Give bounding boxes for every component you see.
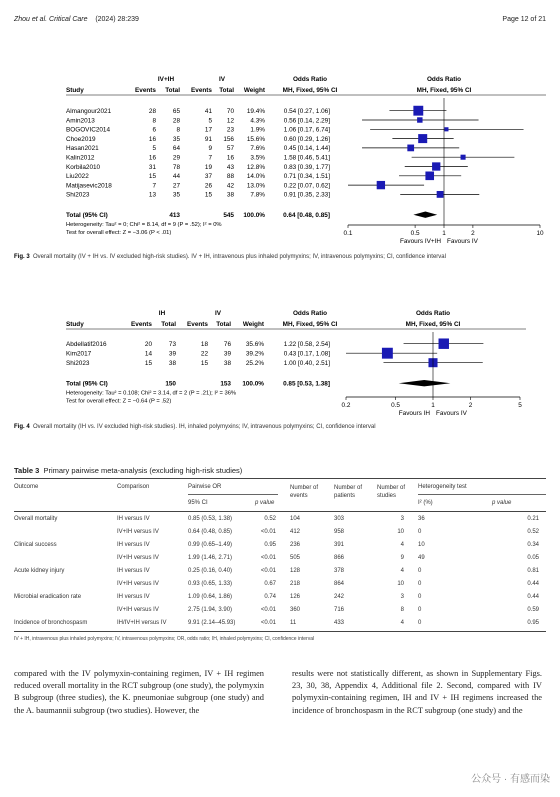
- total-1: 65: [172, 108, 180, 115]
- events-2: 37: [204, 173, 212, 181]
- header-or-method: MH, Fixed, 95% CI: [282, 321, 338, 328]
- total-n-1: 150: [165, 380, 176, 388]
- table-row: [14, 527, 546, 540]
- table-cell-ci: 1.99 (1.46, 2.71): [188, 555, 233, 561]
- header-weight: Weight: [243, 87, 265, 94]
- events-2: 15: [204, 191, 212, 199]
- table-cell-hp: 0.21: [527, 516, 539, 522]
- study-name: Shi2023: [66, 191, 90, 199]
- table-cell-outcome: Overall mortality: [14, 516, 58, 522]
- study-name: Choe2019: [66, 135, 96, 143]
- table-cell-outcome: Clinical success: [14, 542, 57, 548]
- header-or-plot: Odds Ratio: [415, 310, 451, 317]
- table-cell-comp: IV+IH versus IV: [117, 581, 159, 587]
- fig4-caption-label: Fig. 4: [14, 424, 30, 430]
- point-estimate: [382, 348, 393, 359]
- study-name: Liu2022: [66, 173, 89, 181]
- table-cell-ev: 126: [290, 594, 301, 600]
- tick-label: 1: [442, 230, 446, 237]
- table-cell-hp: 0.34: [527, 542, 539, 548]
- point-estimate: [437, 191, 444, 198]
- tick-label: 0.1: [343, 230, 353, 237]
- weight: 39.2%: [245, 350, 264, 358]
- table3-header: [14, 481, 546, 511]
- events-1: 28: [148, 108, 156, 115]
- weight: 1.9%: [250, 126, 265, 134]
- total-diamond: [413, 212, 437, 218]
- favours-right: Favours IV: [447, 238, 478, 245]
- overall-effect-text: Test for overall effect: Z = −0.64 (P = .52): [66, 398, 172, 405]
- or-ci: 0.54 [0.27, 1.06]: [283, 108, 330, 115]
- table-cell-st: 4: [400, 568, 404, 574]
- table-cell-p: <0.01: [260, 620, 276, 626]
- table-cell-hp: 0.05: [527, 555, 539, 561]
- table-cell-ci: 0.93 (0.65, 1.33): [188, 581, 233, 587]
- header-events-2: Events: [191, 87, 212, 94]
- total-weight: 100.0%: [242, 380, 264, 388]
- study-name: Almangour2021: [66, 108, 112, 115]
- total-1: 64: [172, 145, 180, 153]
- table-row: [14, 618, 546, 631]
- study-name: Shi2023: [66, 360, 90, 367]
- or-ci: 0.43 [0.17, 1.08]: [283, 350, 330, 358]
- total-2: 38: [223, 360, 231, 367]
- total-n-1: 413: [169, 212, 180, 219]
- or-ci: 0.83 [0.39, 1.77]: [283, 163, 330, 171]
- th-hp: p value: [492, 500, 512, 506]
- or-ci: 1.00 [0.40, 2.51]: [283, 360, 330, 367]
- fig3-caption-text: Overall mortality (IV + IH vs. IV excluded high-risk studies). IV + IH, intravenous plus inhaled polymyxins; IV, intravenous polymyxins; CI, confidence interval: [33, 254, 446, 260]
- events-1: 16: [148, 135, 156, 143]
- table-cell-outcome: Incidence of bronchospasm: [14, 620, 88, 626]
- header-events-2: Events: [187, 321, 208, 328]
- table-cell-p: 0.67: [264, 581, 276, 587]
- header-total-1: Total: [161, 321, 176, 328]
- page-number: Page 12 of 21: [502, 16, 546, 23]
- header-group-1: IV+IH: [157, 76, 175, 83]
- or-ci: 0.45 [0.14, 1.44]: [283, 145, 330, 153]
- total-1: 27: [172, 182, 180, 190]
- th-ci: 95% CI: [188, 500, 208, 506]
- total-n-2: 545: [223, 212, 234, 219]
- events-1: 15: [148, 173, 156, 181]
- table-cell-hp: 0.52: [527, 529, 539, 535]
- table-cell-st: 4: [400, 620, 404, 626]
- table-cell-pt: 716: [334, 607, 345, 613]
- or-ci: 1.06 [0.17, 6.74]: [283, 126, 330, 134]
- table-row: [14, 540, 546, 553]
- weight: 35.6%: [245, 341, 264, 348]
- table-cell-st: 9: [400, 555, 404, 561]
- point-estimate: [418, 134, 427, 143]
- table-row: [14, 605, 546, 618]
- total-n-2: 153: [220, 380, 231, 388]
- th-events: Number of events: [290, 485, 319, 499]
- table-cell-i2: 0: [418, 568, 422, 574]
- weight: 13.0%: [246, 182, 265, 190]
- header-events-1: Events: [131, 321, 152, 328]
- table-cell-comp: IV+IH versus IV: [117, 607, 159, 613]
- weight: 19.4%: [246, 108, 265, 115]
- body-text-left: compared with the IV polymyxin-containing regimen, IV + IH regimen reduced overall mortality in the RCT subgroup (one study), the polymyxin B subgroup (three studies), the K. pneumoniae subgroup (one study) and the A. baumannii subgroup (two studies). However, the: [14, 669, 264, 715]
- table-cell-outcome: Acute kidney injury: [14, 568, 65, 574]
- table-cell-p: <0.01: [260, 607, 276, 613]
- th-p: p value: [255, 500, 275, 506]
- favours-left: Favours IV+IH: [399, 238, 441, 245]
- table-cell-hp: 0.44: [527, 581, 539, 587]
- th-patients: Number of patients: [334, 485, 363, 499]
- th-comparison: Comparison: [117, 484, 150, 490]
- events-1: 13: [148, 191, 156, 199]
- table3-top-rule: [14, 478, 546, 479]
- fig3-caption-label: Fig. 3: [14, 254, 30, 260]
- header-group-1: IH: [158, 310, 166, 317]
- fig4-caption: [14, 423, 536, 432]
- fig3-caption: [14, 253, 536, 262]
- table-cell-comp: IV+IH versus IV: [117, 555, 159, 561]
- events-2: 91: [204, 135, 212, 143]
- table-cell-pt: 378: [334, 568, 345, 574]
- total-label: Total (95% CI): [66, 212, 108, 219]
- study-name: Abdellatif2016: [66, 341, 107, 348]
- table-cell-pt: 864: [334, 581, 345, 587]
- tick-label: 0.5: [410, 230, 420, 237]
- table-cell-st: 3: [400, 594, 404, 600]
- weight: 3.5%: [250, 154, 265, 162]
- heterogeneity-text: Heterogeneity: Tau² = 0; Chi² = 8.14, df = 9 (P = .52); I² = 0%: [66, 222, 222, 228]
- table-cell-hp: 0.59: [527, 607, 539, 613]
- study-name: Hasan2021: [66, 145, 99, 153]
- total-2: 76: [223, 341, 231, 348]
- or-ci: 0.56 [0.14, 2.29]: [283, 117, 330, 125]
- total-weight: 100.0%: [243, 212, 265, 219]
- total-2: 43: [226, 163, 234, 171]
- total-or-ci: 0.85 [0.53, 1.38]: [283, 380, 330, 388]
- table-cell-comp: IH versus IV: [117, 542, 150, 548]
- table-cell-ci: 1.09 (0.64, 1.86): [188, 594, 233, 600]
- header-group-2: IV: [214, 310, 222, 317]
- table-cell-ci: 0.85 (0.53, 1.38): [188, 516, 233, 522]
- events-1: 31: [148, 163, 156, 171]
- events-2: 17: [204, 126, 212, 134]
- th-pooled: Pairwise OR: [188, 484, 222, 490]
- weight: 15.6%: [246, 135, 265, 143]
- events-2: 19: [204, 163, 212, 171]
- events-1: 6: [152, 126, 156, 134]
- body-text-right: results were not statistically different, as shown in Supplementary Figs. 23, 30, 38, Appendix 4, Additional file 2. Second, compared with IV polymyxin-containing regimen, IH and IV + IH regimens increased the incidence of bronchospasm in the RCT subgroup (one study) and the: [292, 669, 542, 715]
- events-2: 18: [200, 341, 208, 348]
- header-total-1: Total: [165, 87, 180, 94]
- table-cell-ev: 104: [290, 516, 301, 522]
- weight: 7.6%: [250, 145, 265, 153]
- table-cell-ci: 0.99 (0.65–1.49): [188, 542, 233, 548]
- table-row: [14, 553, 546, 566]
- study-name: Korbila2010: [66, 163, 101, 171]
- tick-label: 2: [468, 402, 473, 409]
- events-1: 15: [144, 360, 152, 367]
- header-weight: Weight: [242, 321, 264, 328]
- total-1: 29: [172, 154, 180, 162]
- table-cell-outcome: Microbial eradication rate: [14, 594, 82, 600]
- table-cell-hp: 0.95: [527, 620, 539, 626]
- table-cell-p: <0.01: [260, 529, 276, 535]
- table-cell-ev: 218: [290, 581, 301, 587]
- table-cell-i2: 0: [418, 594, 422, 600]
- table-cell-pt: 866: [334, 555, 345, 561]
- header-study: Study: [66, 87, 84, 94]
- table-cell-ci: 0.25 (0.16, 0.40): [188, 568, 233, 574]
- total-1: 78: [172, 163, 180, 171]
- total-2: 39: [223, 350, 231, 358]
- tick-label: 10: [536, 230, 544, 237]
- table-cell-ci: 2.75 (1.94, 3.90): [188, 607, 233, 613]
- point-estimate: [417, 117, 422, 122]
- table-cell-p: <0.01: [260, 555, 276, 561]
- events-1: 14: [144, 350, 152, 358]
- table-cell-ev: 360: [290, 607, 301, 613]
- table-cell-hp: 0.81: [527, 568, 539, 574]
- events-2: 26: [204, 182, 212, 190]
- point-estimate: [377, 181, 385, 189]
- total-2: 57: [226, 145, 234, 153]
- events-2: 9: [208, 145, 212, 153]
- study-name: Kim2017: [66, 350, 92, 358]
- table-cell-p: 0.95: [264, 542, 276, 548]
- header-total-2: Total: [216, 321, 231, 328]
- header-or: Odds Ratio: [292, 310, 328, 317]
- weight: 25.2%: [245, 360, 264, 367]
- favours-right: Favours IV: [436, 410, 467, 417]
- table-cell-comp: IV+IH versus IV: [117, 529, 159, 535]
- th-studies: Number of studies: [377, 485, 406, 499]
- table-cell-i2: 10: [418, 542, 425, 548]
- table-cell-p: <0.01: [260, 568, 276, 574]
- table-cell-ci: 9.91 (2.14–45.93): [188, 620, 236, 626]
- table-cell-st: 10: [397, 581, 404, 587]
- total-2: 42: [226, 182, 234, 190]
- point-estimate: [413, 106, 423, 116]
- header-study: Study: [66, 321, 84, 328]
- table-row: [14, 514, 546, 527]
- weight: 12.8%: [246, 163, 265, 171]
- or-ci: 1.58 [0.46, 5.41]: [283, 154, 330, 162]
- total-1: 39: [168, 350, 176, 358]
- total-1: 35: [172, 191, 180, 199]
- total-or-ci: 0.64 [0.48, 0.85]: [283, 212, 330, 219]
- point-estimate: [407, 145, 414, 152]
- point-estimate: [439, 338, 449, 348]
- table-cell-comp: IH versus IV: [117, 594, 150, 600]
- table-cell-p: 0.52: [264, 516, 276, 522]
- table-cell-comp: IH/IV+IH versus IV: [117, 620, 167, 626]
- table-cell-i2: 36: [418, 516, 425, 522]
- tick-label: 2: [471, 230, 475, 237]
- total-1: 28: [172, 117, 180, 125]
- tick-label: 5: [518, 402, 522, 409]
- total-2: 70: [226, 108, 234, 115]
- or-ci: 0.22 [0.07, 0.62]: [283, 182, 330, 190]
- th-het: Heterogeneity test: [418, 484, 467, 490]
- total-1: 38: [168, 360, 176, 367]
- table3-label: Table 3: [14, 466, 40, 475]
- header-or: Odds Ratio: [292, 76, 328, 83]
- table-cell-st: 10: [397, 529, 404, 535]
- table3-footnote: IV + IH, intravenous plus inhaled polymyxins; IV, intravenous polymyxins; OR, odds ratio; IH, inhaled polymyxins; CI, confidence interval: [14, 636, 315, 642]
- journal-issue: (2024) 28:239: [95, 16, 139, 23]
- events-1: 16: [148, 154, 156, 162]
- table-row: [14, 579, 546, 592]
- header-or-plot-method: MH, Fixed, 95% CI: [405, 321, 461, 328]
- study-name: Matijasevic2018: [66, 182, 112, 190]
- table-cell-ev: 412: [290, 529, 301, 535]
- table3-title-text: Primary pairwise meta-analysis (excluding high-risk studies): [43, 466, 243, 475]
- header-or-plot: Odds Ratio: [426, 76, 462, 83]
- header-or-method: MH, Fixed, 95% CI: [282, 87, 338, 94]
- total-label: Total (95% CI): [66, 380, 108, 388]
- total-1: 35: [172, 135, 180, 143]
- table-cell-i2: 49: [418, 555, 425, 561]
- forest-plot-fig4: [0, 300, 560, 420]
- total-1: 44: [172, 173, 180, 181]
- total-2: 16: [226, 154, 234, 162]
- or-ci: 0.71 [0.34, 1.51]: [283, 173, 330, 181]
- events-2: 22: [200, 350, 208, 358]
- events-1: 20: [144, 341, 152, 348]
- table-cell-i2: 0: [418, 529, 422, 535]
- or-ci: 1.22 [0.58, 2.54]: [283, 341, 330, 348]
- table-cell-pt: 303: [334, 516, 345, 522]
- table-cell-p: 0.74: [264, 594, 276, 600]
- table-cell-st: 4: [400, 542, 404, 548]
- total-1: 73: [168, 341, 176, 348]
- table-cell-pt: 433: [334, 620, 345, 626]
- table-cell-ci: 0.64 (0.48, 0.85): [188, 529, 233, 535]
- table3-title: [14, 466, 242, 475]
- table-cell-comp: IH versus IV: [117, 568, 150, 574]
- table-cell-st: 3: [400, 516, 404, 522]
- overall-effect-text: Test for overall effect: Z = −3.06 (P < .01): [66, 230, 172, 236]
- events-2: 5: [208, 117, 212, 125]
- header-or-plot-method: MH, Fixed, 95% CI: [416, 87, 472, 94]
- table-cell-ev: 11: [290, 620, 297, 626]
- favours-left: Favours IH: [398, 410, 430, 417]
- th-outcome: Outcome: [14, 484, 39, 490]
- table-cell-hp: 0.44: [527, 594, 539, 600]
- forest-plot-fig3: [0, 0, 560, 260]
- table3-header-rule: [14, 511, 546, 512]
- study-name: Kalin2012: [66, 154, 95, 162]
- events-2: 7: [208, 154, 212, 162]
- events-1: 8: [152, 117, 156, 125]
- table-cell-pt: 958: [334, 529, 345, 535]
- point-estimate: [444, 127, 448, 131]
- study-name: BOGOVIC2014: [66, 126, 111, 134]
- table-cell-st: 8: [400, 607, 404, 613]
- table-cell-ev: 128: [290, 568, 301, 574]
- fig4-caption-text: Overall mortality (IH vs. IV excluded high-risk studies). IH, inhaled polymyxins; IV, intravenous polymyxins; CI, confidence interval: [33, 424, 376, 430]
- point-estimate: [461, 155, 466, 160]
- header-group-2: IV: [218, 76, 226, 83]
- or-ci: 0.60 [0.29, 1.26]: [283, 135, 330, 143]
- total-2: 156: [223, 135, 234, 143]
- table-cell-ev: 236: [290, 542, 301, 548]
- table-cell-i2: 0: [418, 620, 422, 626]
- watermark: 公众号 · 有感而染: [471, 774, 550, 785]
- table-cell-comp: IH versus IV: [117, 516, 150, 522]
- table-row: [14, 592, 546, 605]
- events-2: 41: [204, 108, 212, 115]
- point-estimate: [432, 162, 440, 170]
- total-1: 8: [176, 126, 180, 134]
- table-cell-pt: 242: [334, 594, 345, 600]
- events-2: 15: [200, 360, 208, 367]
- journal-name: Zhou et al. Critical Care: [14, 16, 88, 23]
- tick-label: 0.5: [391, 402, 400, 409]
- total-2: 88: [226, 173, 234, 181]
- weight: 4.3%: [250, 117, 265, 125]
- table-cell-i2: 0: [418, 607, 422, 613]
- point-estimate: [425, 171, 434, 180]
- events-1: 5: [152, 145, 156, 153]
- table3-bottom-rule: [14, 631, 546, 632]
- th-i2: I² (%): [418, 500, 433, 506]
- table-cell-i2: 0: [418, 581, 422, 587]
- weight: 7.8%: [250, 191, 265, 199]
- weight: 14.0%: [246, 173, 265, 181]
- header-total-2: Total: [219, 87, 234, 94]
- heterogeneity-text: Heterogeneity: Tau² = 0.108; Chi² = 3.14, df = 2 (P = .21); I² = 36%: [66, 390, 237, 397]
- study-name: Amin2013: [66, 117, 95, 125]
- total-2: 38: [226, 191, 234, 199]
- tick-label: 0.2: [341, 402, 351, 409]
- table-cell-pt: 391: [334, 542, 345, 548]
- events-1: 7: [152, 182, 156, 190]
- table-cell-ev: 505: [290, 555, 301, 561]
- or-ci: 0.91 [0.35, 2.33]: [283, 191, 330, 199]
- total-2: 23: [226, 126, 234, 134]
- total-diamond: [399, 380, 451, 386]
- tick-label: 1: [431, 402, 435, 409]
- table-row: [14, 566, 546, 579]
- header-events-1: Events: [135, 87, 156, 94]
- total-2: 12: [226, 117, 234, 125]
